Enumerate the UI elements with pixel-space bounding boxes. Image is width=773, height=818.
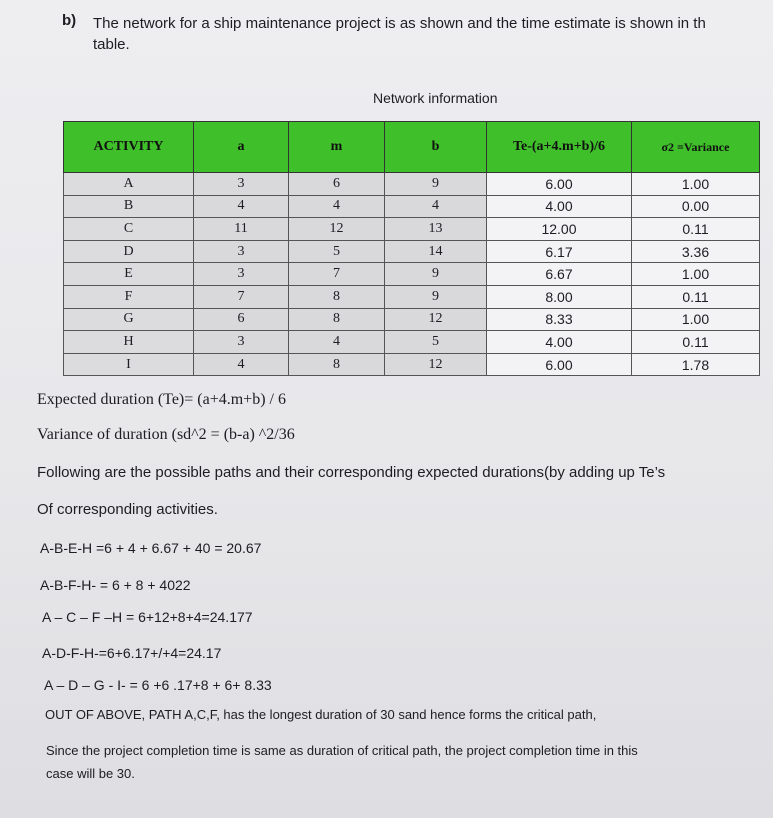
b-cell: 4: [385, 195, 487, 218]
header-m: m: [289, 122, 385, 173]
m-cell: 12: [289, 218, 385, 241]
header-te: Te-(a+4.m+b)/6: [487, 122, 632, 173]
a-cell: 4: [194, 195, 289, 218]
path-line: A-B-E-H =6 + 4 + 6.67 + 40 = 20.67: [40, 540, 262, 556]
activity-cell: D: [64, 240, 194, 263]
table-row: [64, 331, 760, 354]
b-cell: 9: [385, 285, 487, 308]
a-cell: 7: [194, 285, 289, 308]
completion-time-statement: Since the project completion time is same as duration of critical path, the project completion time in this: [46, 743, 638, 758]
expected-duration-formula: Expected duration (Te)= (a+4.m+b) / 6: [37, 391, 286, 408]
activity-cell: G: [64, 308, 194, 331]
m-cell: 8: [289, 353, 385, 376]
path-line: A-D-F-H-=6+6.17+/+4=24.17: [42, 645, 222, 661]
a-cell: 4: [194, 353, 289, 376]
variance-cell: 1.00: [632, 173, 760, 196]
path-line: A – D – G - I- = 6 +6 .17+8 + 6+ 8.33: [44, 677, 272, 693]
path-line: A-B-F-H- = 6 + 8 + 4022: [40, 577, 191, 593]
paths-intro: Following are the possible paths and their corresponding expected durations(by adding up Te’s: [37, 464, 666, 481]
table-row: [64, 285, 760, 308]
b-cell: 12: [385, 353, 487, 376]
variance-cell: 3.36: [632, 240, 760, 263]
a-cell: 11: [194, 218, 289, 241]
table-caption: Network information: [373, 90, 498, 106]
variance-cell: 1.00: [632, 263, 760, 286]
te-cell: 4.00: [487, 195, 632, 218]
activity-cell: C: [64, 218, 194, 241]
b-cell: 5: [385, 331, 487, 354]
te-cell: 8.00: [487, 285, 632, 308]
m-cell: 8: [289, 308, 385, 331]
network-table: [63, 121, 760, 376]
m-cell: 4: [289, 331, 385, 354]
a-cell: 3: [194, 240, 289, 263]
activity-cell: I: [64, 353, 194, 376]
table-row: [64, 195, 760, 218]
m-cell: 4: [289, 195, 385, 218]
te-cell: 6.67: [487, 263, 632, 286]
header-variance: σ2 =Variance: [632, 122, 760, 173]
header-activity: ACTIVITY: [64, 122, 194, 173]
b-cell: 12: [385, 308, 487, 331]
table-row: [64, 173, 760, 196]
activity-cell: A: [64, 173, 194, 196]
a-cell: 3: [194, 173, 289, 196]
table-row: [64, 240, 760, 263]
a-cell: 3: [194, 331, 289, 354]
variance-formula: Variance of duration (sd^2 = (b-a) ^2/36: [37, 426, 295, 443]
te-cell: 6.00: [487, 173, 632, 196]
question-label: b): [62, 12, 77, 29]
activity-cell: B: [64, 195, 194, 218]
table-row: [64, 308, 760, 331]
te-cell: 12.00: [487, 218, 632, 241]
activity-cell: H: [64, 331, 194, 354]
path-line: A – C – F –H = 6+12+8+4=24.177: [42, 609, 253, 625]
b-cell: 9: [385, 263, 487, 286]
header-a: a: [194, 122, 289, 173]
table-row: [64, 353, 760, 376]
paths-intro-continued: Of corresponding activities.: [37, 501, 218, 518]
b-cell: 13: [385, 218, 487, 241]
b-cell: 9: [385, 173, 487, 196]
header-b: b: [385, 122, 487, 173]
b-cell: 14: [385, 240, 487, 263]
a-cell: 3: [194, 263, 289, 286]
critical-path-statement: OUT OF ABOVE, PATH A,C,F, has the longest duration of 30 sand hence forms the critical path,: [45, 707, 597, 722]
question-text-continued: table.: [93, 36, 130, 53]
table-header-row: [64, 122, 760, 173]
table-row: [64, 263, 760, 286]
completion-time-statement-continued: case will be 30.: [46, 766, 135, 781]
variance-cell: 1.78: [632, 353, 760, 376]
variance-cell: 0.11: [632, 218, 760, 241]
activity-cell: E: [64, 263, 194, 286]
table-row: [64, 218, 760, 241]
m-cell: 8: [289, 285, 385, 308]
m-cell: 6: [289, 173, 385, 196]
m-cell: 5: [289, 240, 385, 263]
variance-cell: 1.00: [632, 308, 760, 331]
te-cell: 6.17: [487, 240, 632, 263]
question-text: The network for a ship maintenance project is as shown and the time estimate is shown in th: [93, 15, 706, 32]
te-cell: 4.00: [487, 331, 632, 354]
m-cell: 7: [289, 263, 385, 286]
activity-cell: F: [64, 285, 194, 308]
variance-cell: 0.11: [632, 331, 760, 354]
te-cell: 8.33: [487, 308, 632, 331]
variance-cell: 0.11: [632, 285, 760, 308]
variance-cell: 0.00: [632, 195, 760, 218]
te-cell: 6.00: [487, 353, 632, 376]
a-cell: 6: [194, 308, 289, 331]
